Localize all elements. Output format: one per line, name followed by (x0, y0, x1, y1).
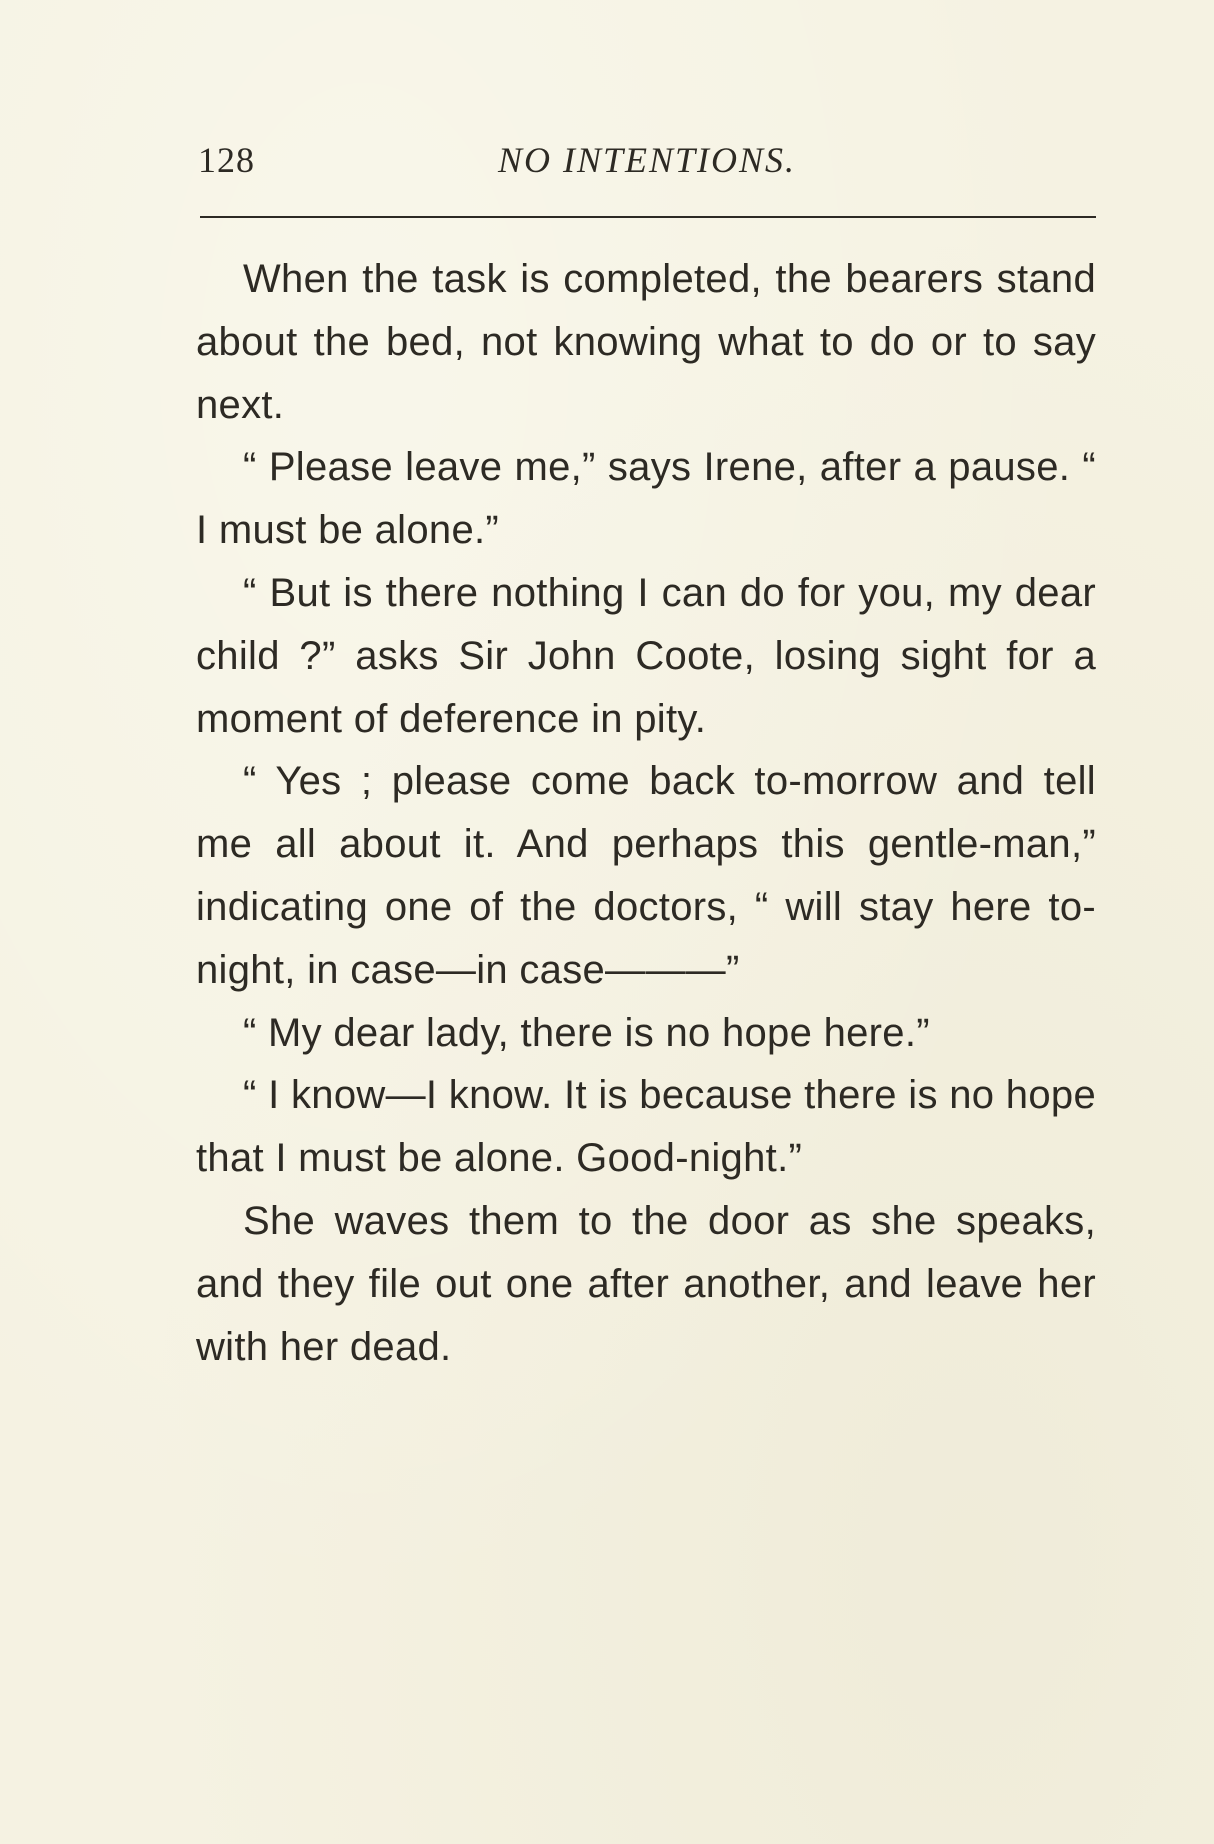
page-number: 128 (198, 140, 255, 180)
paragraph-4: “ Yes ; please come back to-morrow and tell me all about it. And perhaps this gentle-man,” indicating one of the doctors, “ will stay here to-night, in case—in case———” (196, 759, 1096, 992)
body-text (196, 248, 1096, 1378)
paragraph-3: “ But is there nothing I can do for you, my dear child ?” asks Sir John Coote, losing sight for a moment of deference in pity. (196, 570, 1096, 741)
paragraph-5: “ My dear lady, there is no hope here.” (243, 1010, 930, 1055)
paragraph-2: “ Please leave me,” says Irene, after a pause. “ I must be alone.” (196, 445, 1096, 553)
header-rule (200, 216, 1096, 218)
running-title: NO INTENTIONS. (497, 140, 797, 180)
paragraph-7: She waves them to the door as she speaks, and they file out one after another, and leave her with her dead. (196, 1198, 1096, 1369)
page-header (198, 138, 1096, 182)
paragraph-1: When the task is completed, the bearers stand about the bed, not knowing what to do or to say next. (196, 257, 1096, 427)
paragraph-6: “ I know—I know. It is because there is no hope that I must be alone. Good-night.” (196, 1073, 1096, 1181)
